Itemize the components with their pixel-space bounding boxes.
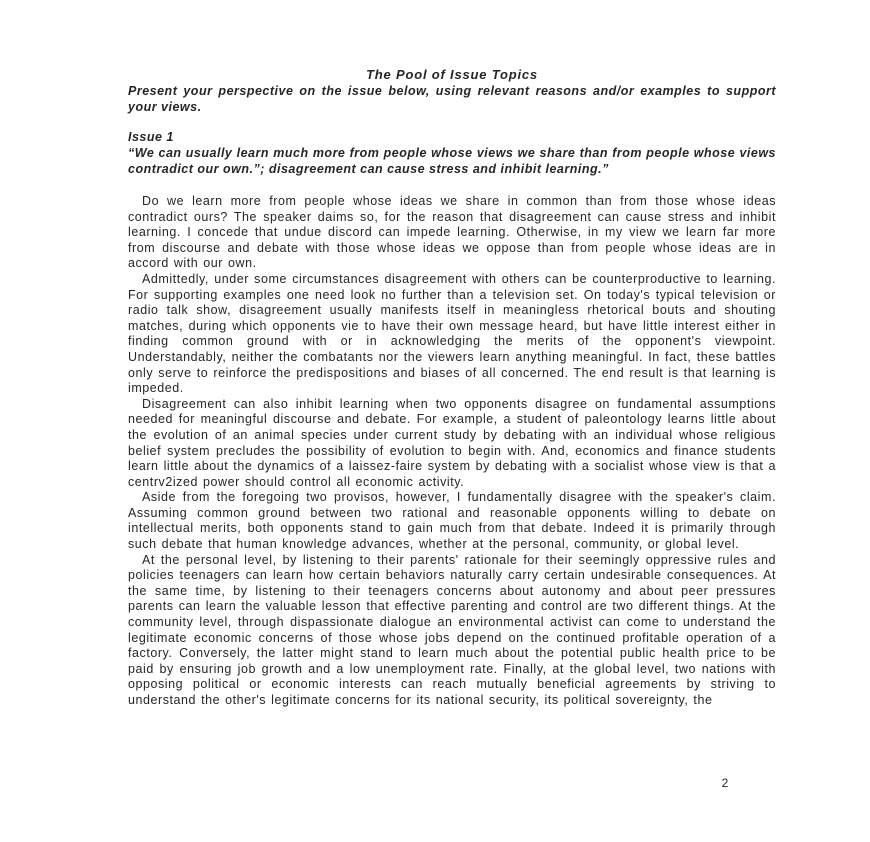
- instructions-text: Present your perspective on the issue below, using relevant reasons and/or examples to support your views.: [128, 84, 776, 114]
- text-block: [128, 67, 776, 709]
- essay-paragraph-5: At the personal level, by listening to their parents' rationale for their seemingly oppressive rules and policies teenagers can learn how certain behaviors naturally carry certain undesirable consequences. At the same time, by listening to their teenagers concerns about autonomy and about peer pressures parents can learn the valuable lesson that effective parenting and control are two different things. At the community level, through dispassionate dialogue an environmental activist can come to understand the legitimate economic concerns of those whose jobs depend on the continued profitable operation of a factory. Conversely, the latter might stand to learn much about the potential public health price to be paid by ensuring job growth and a low unemployment rate. Finally, at the global level, two nations with opposing political or economic interests can reach mutually beneficial agreements by striving to understand the other's legitimate concerns for its national security, its political sovereignty, the: [128, 552, 776, 707]
- page-title: The Pool of Issue Topics: [366, 67, 538, 82]
- issue-quote: “We can usually learn much more from people whose views we share than from people whose views contradict our own.”; disagreement can cause stress and inhibit learning.”: [128, 146, 776, 176]
- essay-paragraph-4: Aside from the foregoing two provisos, however, I fundamentally disagree with the speaker's claim. Assuming common ground between two rational and reasonable opponents willing to debate on intellectual merits, both opponents stand to gain much from that debate. Indeed it is primarily through such debate that human knowledge advances, whether at the personal, community, or global level.: [128, 490, 776, 552]
- essay-body: [128, 194, 776, 709]
- essay-paragraph-2: Admittedly, under some circumstances disagreement with others can be counterproductive to learning. For supporting examples one need look no further than a television set. On today's typical television or radio talk show, disagreement usually manifests itself in meaningless rhetorical bouts and shouting matches, during which opponents vie to have their own message heard, but have little interest either in finding common ground with or in acknowledging the merits of the opponent's viewpoint. Understandably, neither the combatants nor the viewers learn anything meaningful. In fact, these battles only serve to reinforce the predispositions and biases of all concerned. The end result is that learning is impeded.: [128, 271, 776, 396]
- issue-label: Issue 1: [128, 130, 174, 144]
- essay-paragraph-1: Do we learn more from people whose ideas we share in common than from those whose ideas contradict ours? The speaker daims so, for the reason that disagreement can cause stress and inhibit learning. I concede that undue discord can impede learning. Otherwise, in my view we learn far more from discourse and debate with those whose ideas we oppose than from people whose ideas are in accord with our own.: [128, 194, 776, 271]
- page-number: 2: [721, 776, 729, 790]
- essay-paragraph-3: Disagreement can also inhibit learning when two opponents disagree on fundamental assumptions needed for meaningful discourse and debate. For example, a student of paleontology learns little about the evolution of an animal species under current study by debating with an individual whose religious belief system precludes the possibility of evolution to begin with. And, economics and finance students learn little about the dynamics of a laissez-faire system by debating with a socialist whose view is that a centrv2ized power should control all economic activity.: [128, 396, 776, 489]
